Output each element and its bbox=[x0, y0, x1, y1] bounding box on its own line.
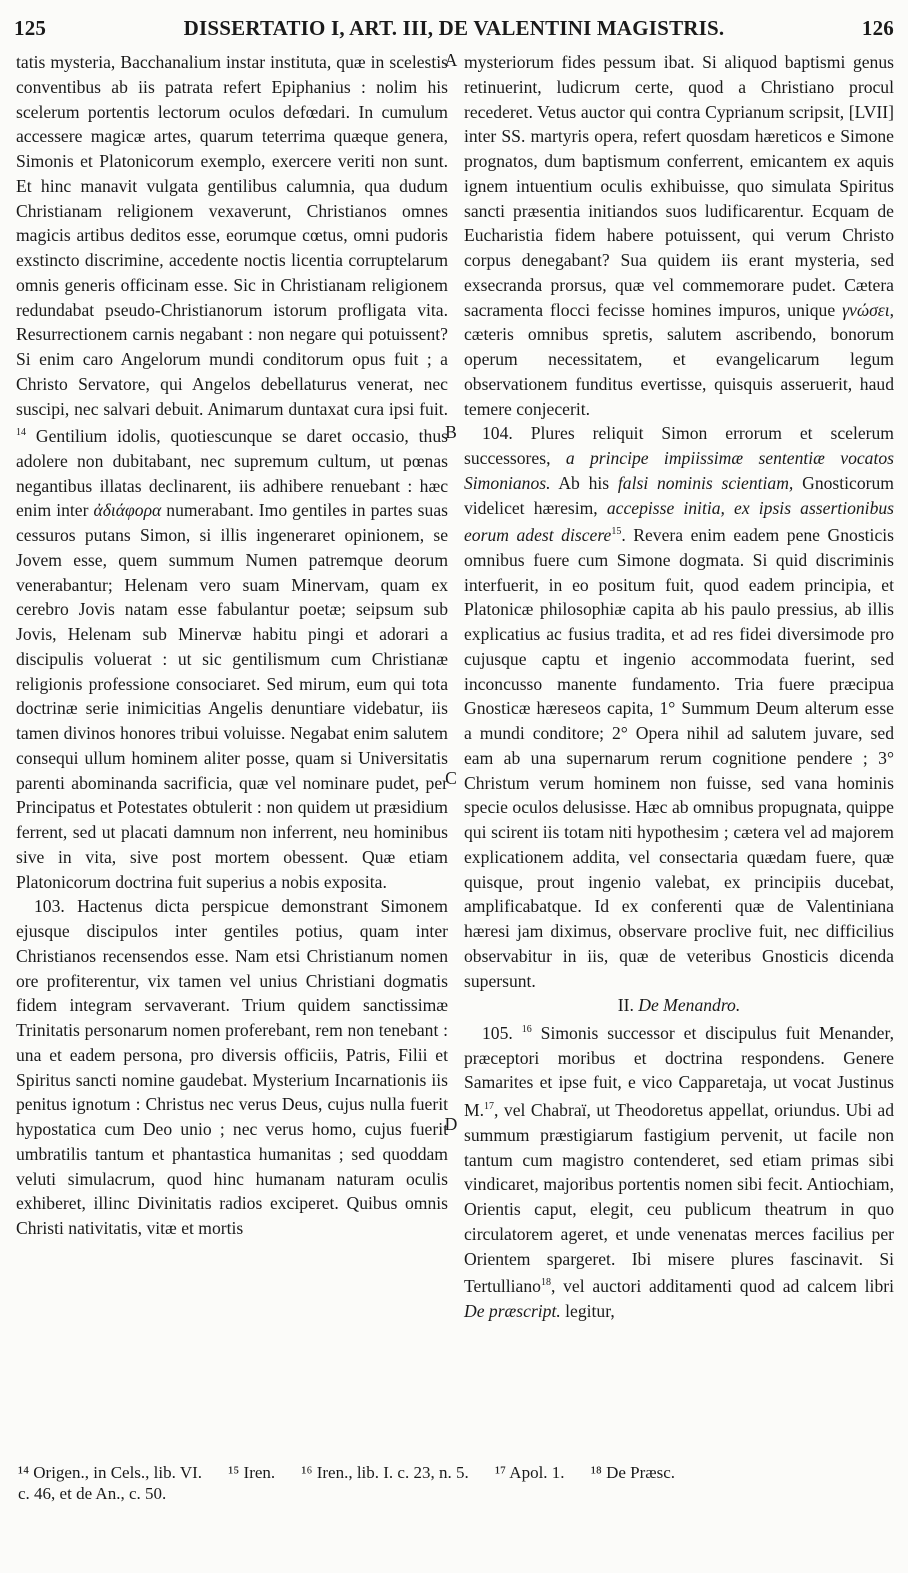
footnotes bbox=[18, 1462, 898, 1504]
footnote-ref: 15 bbox=[611, 526, 622, 538]
footnote-row bbox=[18, 1462, 898, 1483]
text-run: tatis mysteria, Bacchanalium instar instituta, quæ in scelestis conventibus ab iis patrata refert Epiphanius : nolim his scelerum portentis lectorum oculos defœdari. In cumulum accessere magicæ artes, quarum teterrima quæque genera, Simonis et Platonicorum exemplo, exercere veriti non sunt. Et hinc manavit vulgata gentilibus calumnia, qua dudum Christianam religionem vexaverunt, Christianos omnes magicis artibus deditos esse, eorumque cœtus, omni pudoris exstincto discrimine, accedente noctis licentia corruptelarum omnis generis officinam esse. Sic in Christianam religionem redundabat pseudo-Christianorum istorum profligata vita. Resurrectionem carnis negabant : non negare qui potuissent? Si enim caro Angelorum mundi conditorum opus fuit ; a Christo Servatore, qui Angelos debellaturus venerat, nec suscipi, nec salvari debuit. Animarum duntaxat cura ipsi fuit. bbox=[16, 52, 448, 419]
footnote-ref: 14 bbox=[16, 427, 26, 439]
text-run: 105. bbox=[482, 1022, 522, 1043]
footnote-18: ¹⁸ De Præsc. bbox=[590, 1463, 676, 1482]
text-run: legitur, bbox=[560, 1300, 615, 1321]
footnote-16: ¹⁶ Iren., lib. I. c. 23, n. 5. bbox=[301, 1463, 469, 1482]
section-heading bbox=[464, 993, 894, 1018]
running-header bbox=[14, 10, 894, 46]
left-column bbox=[16, 50, 448, 1241]
italic-quote: falsi nominis scientiam, bbox=[617, 472, 794, 493]
right-column bbox=[464, 50, 894, 1324]
text-run: Gnosticorum videlicet hæresim, bbox=[464, 472, 894, 518]
footnote-17: ¹⁷ Apol. 1. bbox=[494, 1463, 565, 1482]
text-run: 104. Plures reliquit Simon errorum et scelerum successores, bbox=[464, 423, 894, 468]
page-number-left: 125 bbox=[14, 16, 47, 40]
greek-term: ἀδιάφορα bbox=[93, 500, 162, 521]
left-paragraph-2: 103. Hactenus dicta perspicue demonstrant Simonem ejusque discipulos inter gentiles potius, quam inter Christianos recensendos esse. Nam etsi Christianum nomen ore profiterentur, vix tamen vel unius Christiani dogmatis fidem integram servaverant. Trium quidem sanctissimæ Trinitatis personarum nomen proferebant, rem non tenebant : una et eadem persona, pro diversis officiis, Patris, Filii et Spiritus sancti nomine gaudebat. Mysterium Incarnationis iis penitus ignotum : Christus nec verus Deus, cujus nulla fuerit hypostatica cum Deo unio ; nec verus homo, cujus fuerit umbratilis tantum et phantastica humanitas ; sed quoddam veluti simulacrum, quod hinc humanam naturam oculis exhiberet, illinc Divinitatis radios exciperet. Quibus omnis Christi nativitatis, vitæ et mortis bbox=[16, 896, 448, 1239]
running-title: DISSERTATIO I, ART. III, DE VALENTINI MAGISTRIS. bbox=[183, 16, 725, 40]
text-run: Ab his bbox=[550, 472, 618, 493]
text-run: Gentilium idolis, quotiescunque se daret occasio, thus adolere non dubitabant, nec supremum cultum, ut pœnas negantibus illatas declinarent, iis adhibere renuebant : hæc enim inter bbox=[16, 426, 448, 521]
italic-quote: a principe impiissimæ sententiæ vocatos Simonianos. bbox=[464, 448, 895, 493]
greek-term: γνώσει bbox=[842, 299, 890, 320]
text-run: numerabant. Imo gentiles in partes suas cessuros putans Simon, si illis ingeneraret opinionem, se Jovem esse, quem summum Numen patremque deorum venerabantur; Helenam vero suam Minervam, quam ex cerebro Jovis natam esse fabulantur poetæ; seipsum sub Jovis, Helenam sub Minervæ habitu pingi et adorari a discipulis voluerat : ut sic gentilismum cum Christianæ religionis professione consociaret. Sed mirum, eum qui tota doctrinæ serie inimicitias Angelis denuntiare videbatur, iis tamen divinos honores tribui voluisse. Negabat enim salutem consequi ullum hominem aliter posse, quam si Universitatis parenti abominanda sacrificia, quæ vel nominare pudet, per Principatus et Potestates obtulerit : non quidem ut præsidium ferrent, sed ut placati damnum non inferrent, neu hominibus sive in vita, sive post mortem obessent. Quæ etiam Platonicorum doctrina fuit superius a nobis exposita. bbox=[16, 500, 448, 892]
margin-marker-c: C bbox=[445, 768, 457, 788]
footnote-row bbox=[18, 1483, 898, 1504]
right-paragraph-2 bbox=[464, 421, 894, 993]
page-number-right: 126 bbox=[861, 16, 894, 40]
footnote-14: ¹⁴ Origen., in Cels., lib. VI. bbox=[18, 1463, 203, 1482]
text-run: Simonis successor et discipulus fuit Menander, præceptori moribus et doctrina respondens. Genere Samarites et ipse fuit, e vico Capparetaja, ut vocat Justinus M. bbox=[464, 1022, 894, 1121]
italic-title: De præscript. bbox=[464, 1300, 561, 1321]
right-paragraph-3 bbox=[464, 1018, 894, 1324]
text-run: , vel Chabraï, ut Theodoretus appellat, oriundus. Ubi ad summum præstigiarum fastigium pervenit, ut facile non tantum cum magistro contenderet, sed etiam primas sibi vindicaret, majoribus portentis nomen sibi fecit. Antiochiam, Orientis caput, elegit, ceu publicum theatrum in quo circulatorem ageret, et unde venenatas merces facilius per Orientem spargeret. Ibi misere plures fascinavit. Si Tertulliano bbox=[464, 1100, 894, 1297]
footnote-ref: 16 bbox=[521, 1024, 532, 1036]
heading-number: II. bbox=[617, 995, 639, 1016]
left-paragraph-1 bbox=[16, 50, 448, 894]
text-run: , vel auctori additamenti quod ad calcem libri bbox=[550, 1276, 894, 1297]
footnote-ref: 17 bbox=[484, 1101, 495, 1113]
italic-quote: accepisse initia, ex ipsis assertionibus eorum adest discere bbox=[464, 497, 895, 546]
text-run: . Revera enim eadem pene Gnosticis omnibus fuere cum Simone dogmata. Si quid discriminis interfuerit, in eo positum fuit, quod eadem principia, et Platonicæ philosophiæ capita ab his paulo pressius, ab illis explicatius ac fusius tradita, et ad res fidei diversimode pro cujusque captu et ingenio accommodata fuerint, sed inconcusso manente fundamento. Tria fuere præcipua Gnosticæ hæreseos capita, 1° Summum Deum alterum esse a mundi conditore; 2° Opera nihil ad salutem juvare, sed eam ab una supernarum rerum cognitione pendere ; 3° Christum verum hominem non fuisse, sed vana hominis speciе oculos delusisse. Hæc ab omnibus propugnata, quippe qui scirent iis totam niti hypothesim ; cætera vel ad majorem explicationem addita, vel consectaria quædam fuere, quæ quisque, prout ingenio valebat, ex principiis ducebat, amplificabatque. Id ex conferenti quæ de Valentiniana hæresi jam diximus, observare proclive fuit, nec difficilius observabitur in iis, quæ de veteribus Gnosticis dicenda supersunt. bbox=[464, 525, 894, 991]
footnote-ref: 18 bbox=[540, 1277, 551, 1289]
right-paragraph-1 bbox=[464, 50, 894, 421]
footnote-15: ¹⁵ Iren. bbox=[228, 1463, 276, 1482]
margin-marker-a: A bbox=[444, 50, 458, 70]
text-run: , cæteris omnibus spretis, salutem ascribendo, bonorum operum necessitatem, et evangelicarum legum observationem funditus evertisse, quisquis asseruerit, haud temere conjecerit. bbox=[464, 299, 894, 419]
margin-marker-d: D bbox=[444, 1114, 458, 1134]
margin-marker-b: B bbox=[445, 422, 457, 442]
footnote-18-continued: c. 46, et de An., c. 50. bbox=[18, 1484, 167, 1503]
text-run: mysteriorum fides pessum ibat. Si aliquod baptismi genus retinuerint, ludicrum certe, quod a Christiano procul recederet. Vetus auctor qui contra Cyprianum scripsit, [LVII] inter SS. martyris opera, refert quosdam hæreticos e Simone prognatos, dum baptismum conferrent, emicantem ex aquis ignem intuentium oculis exhibuisse, quo simulata Spiritus sancti præsentia initiandos suos ludificarentur. Ecquam de Eucharistia fidem habere potuissent, qui verum Christo corpus denegabant? Sua quidem iis erant mysteria, sed exsecranda prorsus, quæ vel commemorare pudet. Cætera sacramenta flocci fecisse homines impuros, unique bbox=[464, 52, 894, 320]
heading-title: De Menandro. bbox=[638, 995, 741, 1016]
